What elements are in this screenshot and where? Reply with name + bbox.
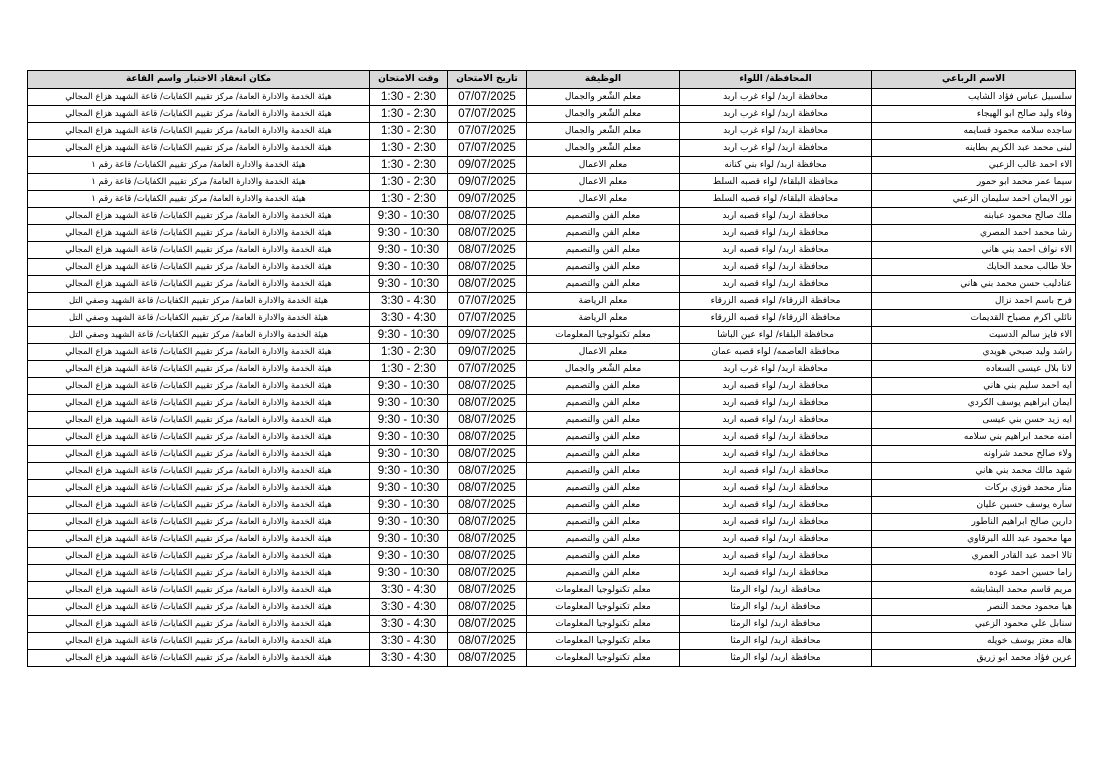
cell-governorate: محافظة البلقاء/ لواء قصبه السلط — [680, 174, 872, 191]
cell-place: هيئة الخدمة والادارة العامة/ مركز تقييم الكفايات/ قاعة الشهيد هزاع المجالي — [28, 463, 370, 480]
cell-governorate: محافظة اربد/ لواء قصبه اربد — [680, 429, 872, 446]
table-row — [28, 412, 1076, 429]
cell-place: هيئة الخدمة والادارة العامة/ مركز تقييم الكفايات/ قاعة الشهيد هزاع المجالي — [28, 276, 370, 293]
cell-name: ساره يوسف حسين عليان — [872, 497, 1076, 514]
cell-job: معلم تكنولوجيا المعلومات — [527, 633, 680, 650]
cell-date: 08/07/2025 — [448, 497, 527, 514]
cell-name: الاء فايز سالم الدسيت — [872, 327, 1076, 344]
cell-time: 9:30 - 10:30 — [370, 225, 448, 242]
table-row — [28, 174, 1076, 191]
cell-place: هيئة الخدمة والادارة العامة/ مركز تقييم الكفايات/ قاعة الشهيد هزاع المجالي — [28, 242, 370, 259]
table-row — [28, 378, 1076, 395]
cell-date: 08/07/2025 — [448, 259, 527, 276]
table-row — [28, 123, 1076, 140]
header-time: وقت الامتحان — [370, 71, 448, 89]
cell-place: هيئة الخدمة والادارة العامة/ مركز تقييم الكفايات/ قاعة الشهيد هزاع المجالي — [28, 497, 370, 514]
cell-job: معلم الفن والتصميم — [527, 463, 680, 480]
cell-name: راما حسين احمد عوده — [872, 565, 1076, 582]
cell-governorate: محافظة اربد/ لواء قصبه اربد — [680, 395, 872, 412]
cell-time: 3:30 - 4:30 — [370, 310, 448, 327]
cell-name: رشا محمد احمد المصري — [872, 225, 1076, 242]
cell-governorate: محافظة البلقاء/ لواء قصبه السلط — [680, 191, 872, 208]
table-row — [28, 633, 1076, 650]
cell-time: 1:30 - 2:30 — [370, 157, 448, 174]
cell-place: هيئة الخدمة والادارة العامة/ مركز تقييم الكفايات/ قاعة الشهيد هزاع المجالي — [28, 259, 370, 276]
cell-job: معلم الفن والتصميم — [527, 225, 680, 242]
cell-time: 9:30 - 10:30 — [370, 429, 448, 446]
cell-place: هيئة الخدمة والادارة العامة/ مركز تقييم الكفايات/ قاعة الشهيد هزاع المجالي — [28, 514, 370, 531]
exam-schedule-sheet — [27, 70, 1075, 667]
cell-governorate: محافظة اربد/ لواء الرمثا — [680, 599, 872, 616]
cell-job: معلم الفن والتصميم — [527, 480, 680, 497]
cell-name: هاله معتز يوسف خويله — [872, 633, 1076, 650]
cell-governorate: محافظة العاصمه/ لواء قصبه عمان — [680, 344, 872, 361]
cell-governorate: محافظة اربد/ لواء الرمثا — [680, 582, 872, 599]
table-header-row — [28, 71, 1076, 89]
cell-place: هيئة الخدمة والادارة العامة/ مركز تقييم الكفايات/ قاعة الشهيد هزاع المجالي — [28, 446, 370, 463]
cell-name: ايه زيد حسن بني عيسى — [872, 412, 1076, 429]
cell-governorate: محافظة اربد/ لواء بني كنانه — [680, 157, 872, 174]
cell-time: 9:30 - 10:30 — [370, 446, 448, 463]
cell-name: تالا احمد عبد القادر العمري — [872, 548, 1076, 565]
cell-time: 9:30 - 10:30 — [370, 514, 448, 531]
cell-governorate: محافظة اربد/ لواء غرب اربد — [680, 361, 872, 378]
cell-governorate: محافظة اربد/ لواء الرمثا — [680, 650, 872, 667]
cell-date: 08/07/2025 — [448, 276, 527, 293]
cell-place: هيئة الخدمة والادارة العامة/ مركز تقييم الكفايات/ قاعة الشهيد هزاع المجالي — [28, 361, 370, 378]
table-row — [28, 106, 1076, 123]
cell-job: معلم الفن والتصميم — [527, 565, 680, 582]
table-row — [28, 463, 1076, 480]
cell-job: معلم الفن والتصميم — [527, 208, 680, 225]
cell-date: 09/07/2025 — [448, 327, 527, 344]
table-row — [28, 310, 1076, 327]
cell-time: 1:30 - 2:30 — [370, 140, 448, 157]
cell-date: 09/07/2025 — [448, 344, 527, 361]
cell-governorate: محافظة اربد/ لواء قصبه اربد — [680, 463, 872, 480]
cell-governorate: محافظة اربد/ لواء قصبه اربد — [680, 378, 872, 395]
cell-job: معلم الفن والتصميم — [527, 378, 680, 395]
cell-place: هيئة الخدمة والادارة العامة/ مركز تقييم الكفايات/ قاعة الشهيد هزاع المجالي — [28, 531, 370, 548]
cell-place: هيئة الخدمة والادارة العامة/ مركز تقييم الكفايات/ قاعة رقم ١ — [28, 191, 370, 208]
cell-job: معلم الفن والتصميم — [527, 242, 680, 259]
cell-place: هيئة الخدمة والادارة العامة/ مركز تقييم الكفايات/ قاعة الشهيد هزاع المجالي — [28, 650, 370, 667]
cell-name: عنادليب حسن محمد بني هاني — [872, 276, 1076, 293]
cell-time: 3:30 - 4:30 — [370, 599, 448, 616]
cell-time: 1:30 - 2:30 — [370, 361, 448, 378]
cell-place: هيئة الخدمة والادارة العامة/ مركز تقييم الكفايات/ قاعة الشهيد هزاع المجالي — [28, 599, 370, 616]
table-row — [28, 157, 1076, 174]
cell-governorate: محافظة اربد/ لواء غرب اربد — [680, 89, 872, 106]
cell-job: معلم الفن والتصميم — [527, 531, 680, 548]
cell-date: 08/07/2025 — [448, 225, 527, 242]
table-body — [28, 89, 1076, 667]
cell-date: 09/07/2025 — [448, 191, 527, 208]
cell-governorate: محافظة اربد/ لواء قصبه اربد — [680, 259, 872, 276]
cell-governorate: محافظة اربد/ لواء غرب اربد — [680, 123, 872, 140]
cell-governorate: محافظة اربد/ لواء قصبه اربد — [680, 446, 872, 463]
cell-place: هيئة الخدمة والادارة العامة/ مركز تقييم الكفايات/ قاعة الشهيد وصفي التل — [28, 310, 370, 327]
cell-place: هيئة الخدمة والادارة العامة/ مركز تقييم الكفايات/ قاعة الشهيد هزاع المجالي — [28, 123, 370, 140]
cell-name: الاء نواف احمد بني هاني — [872, 242, 1076, 259]
cell-time: 1:30 - 2:30 — [370, 123, 448, 140]
cell-place: هيئة الخدمة والادارة العامة/ مركز تقييم الكفايات/ قاعة الشهيد هزاع المجالي — [28, 344, 370, 361]
cell-time: 1:30 - 2:30 — [370, 174, 448, 191]
cell-name: ملك صالح محمود عبابنه — [872, 208, 1076, 225]
cell-governorate: محافظة اربد/ لواء قصبه اربد — [680, 225, 872, 242]
cell-governorate: محافظة الزرقاء/ لواء قصبه الزرقاء — [680, 293, 872, 310]
cell-job: معلم الشّعر والجمال — [527, 140, 680, 157]
cell-date: 07/07/2025 — [448, 106, 527, 123]
cell-time: 3:30 - 4:30 — [370, 633, 448, 650]
cell-time: 3:30 - 4:30 — [370, 582, 448, 599]
cell-governorate: محافظة اربد/ لواء قصبه اربد — [680, 480, 872, 497]
cell-governorate: محافظة اربد/ لواء قصبه اربد — [680, 242, 872, 259]
table-row — [28, 395, 1076, 412]
cell-job: معلم الشّعر والجمال — [527, 123, 680, 140]
cell-job: معلم الاعمال — [527, 174, 680, 191]
cell-date: 09/07/2025 — [448, 157, 527, 174]
table-row — [28, 276, 1076, 293]
cell-job: معلم تكنولوجيا المعلومات — [527, 327, 680, 344]
cell-date: 07/07/2025 — [448, 140, 527, 157]
cell-job: معلم الفن والتصميم — [527, 429, 680, 446]
cell-name: دارين صالح ابراهيم الناطور — [872, 514, 1076, 531]
cell-place: هيئة الخدمة والادارة العامة/ مركز تقييم الكفايات/ قاعة الشهيد هزاع المجالي — [28, 208, 370, 225]
cell-time: 1:30 - 2:30 — [370, 89, 448, 106]
cell-date: 08/07/2025 — [448, 463, 527, 480]
header-name: الاسم الرباعي — [872, 71, 1076, 89]
cell-job: معلم الفن والتصميم — [527, 395, 680, 412]
cell-time: 9:30 - 10:30 — [370, 242, 448, 259]
cell-name: هيا محمود محمد النصر — [872, 599, 1076, 616]
cell-governorate: محافظة اربد/ لواء الرمثا — [680, 633, 872, 650]
cell-job: معلم تكنولوجيا المعلومات — [527, 616, 680, 633]
cell-place: هيئة الخدمة والادارة العامة/ مركز تقييم الكفايات/ قاعة الشهيد وصفي التل — [28, 293, 370, 310]
cell-job: معلم الفن والتصميم — [527, 514, 680, 531]
cell-job: معلم الشّعر والجمال — [527, 89, 680, 106]
header-place: مكان انعقاد الاختبار واسم القاعة — [28, 71, 370, 89]
table-row — [28, 497, 1076, 514]
cell-job: معلم الاعمال — [527, 157, 680, 174]
cell-governorate: محافظة اربد/ لواء الرمثا — [680, 616, 872, 633]
cell-date: 08/07/2025 — [448, 633, 527, 650]
table-row — [28, 514, 1076, 531]
cell-job: معلم الشّعر والجمال — [527, 106, 680, 123]
cell-name: لانا بلال عيسى السعاده — [872, 361, 1076, 378]
cell-place: هيئة الخدمة والادارة العامة/ مركز تقييم الكفايات/ قاعة الشهيد هزاع المجالي — [28, 378, 370, 395]
cell-job: معلم الفن والتصميم — [527, 497, 680, 514]
table-row — [28, 327, 1076, 344]
cell-name: ساجده سلامه محمود قسايمه — [872, 123, 1076, 140]
cell-date: 08/07/2025 — [448, 616, 527, 633]
table-row — [28, 480, 1076, 497]
cell-place: هيئة الخدمة والادارة العامة/ مركز تقييم الكفايات/ قاعة الشهيد هزاع المجالي — [28, 395, 370, 412]
cell-name: مريم قاسم محمد البشابشه — [872, 582, 1076, 599]
cell-place: هيئة الخدمة والادارة العامة/ مركز تقييم الكفايات/ قاعة الشهيد هزاع المجالي — [28, 633, 370, 650]
cell-date: 09/07/2025 — [448, 174, 527, 191]
cell-name: شهد مالك محمد بني هاني — [872, 463, 1076, 480]
cell-job: معلم الرياضة — [527, 310, 680, 327]
table-row — [28, 582, 1076, 599]
cell-place: هيئة الخدمة والادارة العامة/ مركز تقييم الكفايات/ قاعة رقم ١ — [28, 157, 370, 174]
table-row — [28, 293, 1076, 310]
cell-date: 08/07/2025 — [448, 429, 527, 446]
cell-date: 08/07/2025 — [448, 446, 527, 463]
cell-governorate: محافظة البلقاء/ لواء عين الباشا — [680, 327, 872, 344]
cell-time: 9:30 - 10:30 — [370, 378, 448, 395]
table-row — [28, 548, 1076, 565]
cell-date: 08/07/2025 — [448, 548, 527, 565]
cell-date: 08/07/2025 — [448, 514, 527, 531]
cell-governorate: محافظة اربد/ لواء غرب اربد — [680, 140, 872, 157]
cell-governorate: محافظة اربد/ لواء قصبه اربد — [680, 548, 872, 565]
cell-date: 08/07/2025 — [448, 599, 527, 616]
cell-date: 08/07/2025 — [448, 565, 527, 582]
cell-place: هيئة الخدمة والادارة العامة/ مركز تقييم الكفايات/ قاعة الشهيد هزاع المجالي — [28, 480, 370, 497]
cell-date: 08/07/2025 — [448, 480, 527, 497]
cell-name: لبنى محمد عبد الكريم بطاينه — [872, 140, 1076, 157]
cell-place: هيئة الخدمة والادارة العامة/ مركز تقييم الكفايات/ قاعة الشهيد هزاع المجالي — [28, 582, 370, 599]
cell-name: سلسبيل عباس فؤاد الشايب — [872, 89, 1076, 106]
cell-place: هيئة الخدمة والادارة العامة/ مركز تقييم الكفايات/ قاعة الشهيد وصفي التل — [28, 327, 370, 344]
table-row — [28, 89, 1076, 106]
cell-name: منار محمد فوزي بركات — [872, 480, 1076, 497]
cell-place: هيئة الخدمة والادارة العامة/ مركز تقييم الكفايات/ قاعة الشهيد هزاع المجالي — [28, 616, 370, 633]
table-row — [28, 650, 1076, 667]
cell-date: 07/07/2025 — [448, 293, 527, 310]
cell-place: هيئة الخدمة والادارة العامة/ مركز تقييم الكفايات/ قاعة الشهيد هزاع المجالي — [28, 89, 370, 106]
cell-governorate: محافظة اربد/ لواء قصبه اربد — [680, 514, 872, 531]
table-row — [28, 361, 1076, 378]
cell-governorate: محافظة اربد/ لواء قصبه اربد — [680, 208, 872, 225]
table-row — [28, 140, 1076, 157]
cell-time: 9:30 - 10:30 — [370, 259, 448, 276]
cell-name: ولاء صالح محمد شراونه — [872, 446, 1076, 463]
cell-governorate: محافظة اربد/ لواء قصبه اربد — [680, 497, 872, 514]
cell-place: هيئة الخدمة والادارة العامة/ مركز تقييم الكفايات/ قاعة الشهيد هزاع المجالي — [28, 429, 370, 446]
cell-place: هيئة الخدمة والادارة العامة/ مركز تقييم الكفايات/ قاعة الشهيد هزاع المجالي — [28, 412, 370, 429]
cell-date: 08/07/2025 — [448, 412, 527, 429]
cell-place: هيئة الخدمة والادارة العامة/ مركز تقييم الكفايات/ قاعة رقم ١ — [28, 174, 370, 191]
table-row — [28, 616, 1076, 633]
cell-place: هيئة الخدمة والادارة العامة/ مركز تقييم الكفايات/ قاعة الشهيد هزاع المجالي — [28, 548, 370, 565]
cell-time: 3:30 - 4:30 — [370, 293, 448, 310]
cell-date: 08/07/2025 — [448, 242, 527, 259]
cell-time: 9:30 - 10:30 — [370, 565, 448, 582]
cell-job: معلم الرياضة — [527, 293, 680, 310]
cell-date: 08/07/2025 — [448, 208, 527, 225]
cell-time: 1:30 - 2:30 — [370, 106, 448, 123]
cell-job: معلم الفن والتصميم — [527, 412, 680, 429]
table-row — [28, 208, 1076, 225]
cell-date: 08/07/2025 — [448, 531, 527, 548]
cell-job: معلم تكنولوجيا المعلومات — [527, 650, 680, 667]
cell-date: 08/07/2025 — [448, 378, 527, 395]
cell-job: معلم الاعمال — [527, 344, 680, 361]
cell-place: هيئة الخدمة والادارة العامة/ مركز تقييم الكفايات/ قاعة الشهيد هزاع المجالي — [28, 225, 370, 242]
header-governorate: المحافظة/ اللواء — [680, 71, 872, 89]
cell-name: ايمان ابراهيم يوسف الكردي — [872, 395, 1076, 412]
cell-time: 9:30 - 10:30 — [370, 395, 448, 412]
cell-place: هيئة الخدمة والادارة العامة/ مركز تقييم الكفايات/ قاعة الشهيد هزاع المجالي — [28, 140, 370, 157]
cell-name: سنابل علي محمود الزعبي — [872, 616, 1076, 633]
cell-name: نائلي اكرم مصباح القديمات — [872, 310, 1076, 327]
exam-schedule-table — [27, 70, 1076, 667]
cell-time: 1:30 - 2:30 — [370, 191, 448, 208]
cell-time: 9:30 - 10:30 — [370, 497, 448, 514]
cell-time: 3:30 - 4:30 — [370, 616, 448, 633]
cell-name: وفاء وليد صالح ابو الهيجاء — [872, 106, 1076, 123]
cell-time: 9:30 - 10:30 — [370, 327, 448, 344]
cell-time: 9:30 - 10:30 — [370, 412, 448, 429]
table-row — [28, 259, 1076, 276]
cell-job: معلم تكنولوجيا المعلومات — [527, 599, 680, 616]
cell-job: معلم الفن والتصميم — [527, 446, 680, 463]
table-row — [28, 344, 1076, 361]
cell-date: 07/07/2025 — [448, 89, 527, 106]
table-row — [28, 531, 1076, 548]
table-row — [28, 429, 1076, 446]
cell-name: مها محمود عبد الله البرقاوي — [872, 531, 1076, 548]
cell-place: هيئة الخدمة والادارة العامة/ مركز تقييم الكفايات/ قاعة الشهيد هزاع المجالي — [28, 106, 370, 123]
table-row — [28, 599, 1076, 616]
cell-name: حلا طالب محمد الحايك — [872, 259, 1076, 276]
header-job: الوظيفة — [527, 71, 680, 89]
cell-job: معلم الفن والتصميم — [527, 276, 680, 293]
cell-date: 07/07/2025 — [448, 361, 527, 378]
cell-date: 08/07/2025 — [448, 582, 527, 599]
cell-governorate: محافظة اربد/ لواء قصبه اربد — [680, 531, 872, 548]
cell-time: 1:30 - 2:30 — [370, 344, 448, 361]
cell-time: 9:30 - 10:30 — [370, 480, 448, 497]
table-row — [28, 225, 1076, 242]
cell-date: 08/07/2025 — [448, 650, 527, 667]
cell-governorate: محافظة اربد/ لواء قصبه اربد — [680, 412, 872, 429]
cell-job: معلم تكنولوجيا المعلومات — [527, 582, 680, 599]
cell-time: 9:30 - 10:30 — [370, 276, 448, 293]
cell-time: 9:30 - 10:30 — [370, 548, 448, 565]
cell-time: 9:30 - 10:30 — [370, 208, 448, 225]
cell-job: معلم الفن والتصميم — [527, 548, 680, 565]
cell-time: 3:30 - 4:30 — [370, 650, 448, 667]
cell-governorate: محافظة اربد/ لواء قصبه اربد — [680, 565, 872, 582]
cell-name: سيما عمر محمد ابو حمور — [872, 174, 1076, 191]
cell-job: معلم الشّعر والجمال — [527, 361, 680, 378]
cell-name: عرين فؤاد محمد ابو زريق — [872, 650, 1076, 667]
cell-governorate: محافظة اربد/ لواء غرب اربد — [680, 106, 872, 123]
cell-job: معلم الفن والتصميم — [527, 259, 680, 276]
table-row — [28, 191, 1076, 208]
table-row — [28, 242, 1076, 259]
cell-name: نور الايمان احمد سليمان الزعبي — [872, 191, 1076, 208]
cell-time: 9:30 - 10:30 — [370, 463, 448, 480]
cell-governorate: محافظة اربد/ لواء قصبه اربد — [680, 276, 872, 293]
cell-name: راشد وليد صبحي هويدي — [872, 344, 1076, 361]
cell-date: 07/07/2025 — [448, 310, 527, 327]
cell-place: هيئة الخدمة والادارة العامة/ مركز تقييم الكفايات/ قاعة الشهيد هزاع المجالي — [28, 565, 370, 582]
cell-name: ايه احمد سليم بني هاني — [872, 378, 1076, 395]
cell-date: 08/07/2025 — [448, 395, 527, 412]
table-row — [28, 446, 1076, 463]
cell-governorate: محافظة الزرقاء/ لواء قصبه الزرقاء — [680, 310, 872, 327]
cell-job: معلم الاعمال — [527, 191, 680, 208]
cell-name: الاء احمد غالب الزعبي — [872, 157, 1076, 174]
table-row — [28, 565, 1076, 582]
cell-date: 07/07/2025 — [448, 123, 527, 140]
cell-name: امنه محمد ابراهيم بني سلامه — [872, 429, 1076, 446]
header-date: تاريخ الامتحان — [448, 71, 527, 89]
cell-name: فرح باسم احمد نزال — [872, 293, 1076, 310]
cell-time: 9:30 - 10:30 — [370, 531, 448, 548]
